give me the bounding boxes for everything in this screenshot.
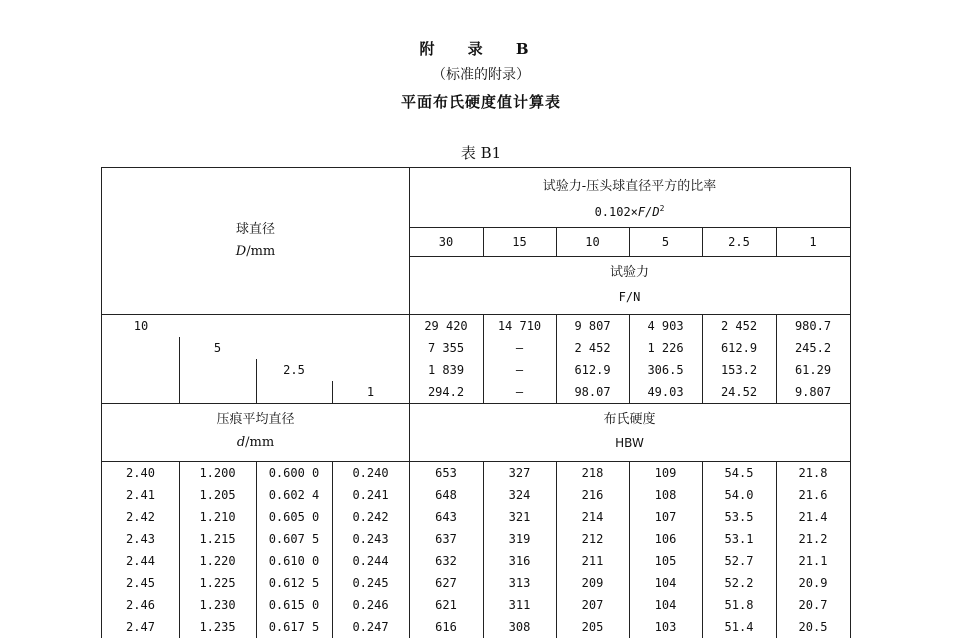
indent-diameter-cell: 0.247 xyxy=(352,620,389,634)
indent-diameter-cell: 0.605 0 xyxy=(268,510,320,524)
hardness-cell: 20.9 xyxy=(798,576,828,590)
ball-diameter-cell: 5 xyxy=(213,341,222,355)
ball-diameter-cell: 2.5 xyxy=(283,363,305,377)
ratio-value-cell: 30 xyxy=(438,235,454,249)
appendix-subtitle: （标准的附录） xyxy=(432,67,530,83)
hardness-cell: 211 xyxy=(581,554,604,568)
ball-diameter-cell: 1 xyxy=(366,385,375,399)
hardness-table xyxy=(101,167,851,638)
hardness-cell: 21.6 xyxy=(798,488,828,502)
indent-diameter-cell: 1.205 xyxy=(199,488,236,502)
indent-diameter-cell: 0.245 xyxy=(352,576,389,590)
force-cell: 61.29 xyxy=(794,363,832,377)
indent-diameter-cell: 0.600 0 xyxy=(268,466,320,480)
hardness-cell: 209 xyxy=(581,576,604,590)
indent-diameter-cell: 1.220 xyxy=(199,554,236,568)
appendix-heading: 平面布氏硬度值计算表 xyxy=(400,93,561,111)
ball-diameter-cell: 10 xyxy=(133,319,149,333)
hardness-cell: 54.0 xyxy=(724,488,754,502)
force-cell: 1 839 xyxy=(427,363,465,377)
hardness-cell: 21.2 xyxy=(798,532,828,546)
indent-diameter-cell: 1.215 xyxy=(199,532,236,546)
hardness-cell: 212 xyxy=(581,532,604,546)
hardness-cell: 52.2 xyxy=(724,576,754,590)
ball-diameter-label: 球直径 xyxy=(235,222,275,237)
hardness-label: 布氏硬度 xyxy=(603,412,656,427)
indent-diameter-cell: 0.607 5 xyxy=(268,532,320,546)
hardness-cell: 105 xyxy=(654,554,677,568)
table-caption: 表 B1 xyxy=(460,144,502,162)
ball-diameter-unit: D/mm xyxy=(235,244,276,259)
hardness-cell: 216 xyxy=(581,488,604,502)
ratio-formula: $0.102\times F/D^2$ xyxy=(594,204,665,219)
hardness-cell: 51.8 xyxy=(724,598,754,612)
force-cell: — xyxy=(515,363,524,377)
hardness-cell: 321 xyxy=(508,510,531,524)
hardness-cell: 104 xyxy=(654,598,677,612)
indent-label: 压痕平均直径 xyxy=(216,412,295,427)
indent-unit: d/mm xyxy=(236,435,275,450)
indent-diameter-cell: 0.241 xyxy=(352,488,389,502)
hardness-cell: 648 xyxy=(435,488,457,502)
indent-diameter-cell: 2.43 xyxy=(126,532,155,546)
hardness-cell: 653 xyxy=(435,466,457,480)
indent-diameter-cell: 2.45 xyxy=(126,576,155,590)
hardness-cell: 205 xyxy=(581,620,604,634)
indent-diameter-cell: 2.44 xyxy=(126,554,155,568)
hardness-cell: 108 xyxy=(654,488,677,502)
hardness-cell: 308 xyxy=(508,620,531,634)
indent-diameter-cell: 2.40 xyxy=(126,466,155,480)
force-cell: 294.2 xyxy=(427,385,465,399)
ratio-value-cell: 10 xyxy=(585,235,600,249)
ratio-value-cell: 5 xyxy=(661,235,670,249)
hardness-cell: 21.1 xyxy=(798,554,828,568)
ratio-value-cell: 15 xyxy=(512,235,527,249)
hardness-cell: 637 xyxy=(435,532,457,546)
indent-diameter-cell: 0.612 5 xyxy=(268,576,320,590)
force-label: 试验力 xyxy=(609,265,649,280)
hardness-cell: 643 xyxy=(435,510,457,524)
force-cell: 7 355 xyxy=(427,341,465,355)
appendix-title: 附 录 B xyxy=(419,40,543,58)
hardness-cell: 53.5 xyxy=(724,510,754,524)
indent-diameter-cell: 1.235 xyxy=(199,620,236,634)
hardness-cell: 20.5 xyxy=(798,620,828,634)
hardness-cell: 313 xyxy=(508,576,531,590)
force-cell: 29 420 xyxy=(424,319,468,333)
hardness-cell: 109 xyxy=(654,466,677,480)
hardness-cell: 51.4 xyxy=(724,620,754,634)
ratio-label: 试验力-压头球直径平方的比率 xyxy=(542,179,717,194)
force-cell: 2 452 xyxy=(574,341,611,355)
ratio-value-cell: 2.5 xyxy=(728,235,750,249)
force-cell: 4 903 xyxy=(647,319,684,333)
force-cell: 14 710 xyxy=(497,319,542,333)
force-cell: 9.807 xyxy=(794,385,832,399)
hardness-cell: 53.1 xyxy=(724,532,754,546)
indent-diameter-cell: 2.47 xyxy=(126,620,155,634)
indent-diameter-cell: 1.225 xyxy=(199,576,236,590)
indent-diameter-cell: 0.242 xyxy=(352,510,389,524)
indent-diameter-cell: 1.230 xyxy=(199,598,236,612)
force-cell: 24.52 xyxy=(720,385,758,399)
force-cell: 245.2 xyxy=(794,341,832,355)
hardness-cell: 20.7 xyxy=(798,598,828,612)
indent-diameter-cell: 1.200 xyxy=(199,466,236,480)
hardness-cell: 104 xyxy=(654,576,677,590)
indent-diameter-cell: 0.602 4 xyxy=(268,488,320,502)
row-rule xyxy=(102,403,850,404)
force-unit: F/N xyxy=(618,290,641,304)
force-cell: 1 226 xyxy=(647,341,684,355)
row-rule xyxy=(409,256,850,257)
force-cell: 980.7 xyxy=(794,319,832,333)
force-cell: 153.2 xyxy=(720,363,758,377)
indent-diameter-cell: 2.42 xyxy=(126,510,155,524)
force-cell: 612.9 xyxy=(574,363,611,377)
hardness-cell: 21.4 xyxy=(798,510,828,524)
force-cell: 9 807 xyxy=(574,319,611,333)
indent-diameter-cell: 0.246 xyxy=(352,598,389,612)
indent-diameter-cell: 0.244 xyxy=(352,554,389,568)
indent-diameter-cell: 0.610 0 xyxy=(268,554,320,568)
hardness-cell: 311 xyxy=(508,598,531,612)
force-cell: 612.9 xyxy=(720,341,758,355)
hardness-cell: 106 xyxy=(654,532,677,546)
force-cell: 2 452 xyxy=(720,319,758,333)
hardness-cell: 324 xyxy=(508,488,531,502)
ratio-value-cell: 1 xyxy=(809,235,817,249)
hardness-cell: 207 xyxy=(581,598,604,612)
indent-diameter-cell: 2.46 xyxy=(126,598,155,612)
hardness-cell: 52.7 xyxy=(724,554,754,568)
hardness-cell: 327 xyxy=(508,466,531,480)
hardness-cell: 616 xyxy=(435,620,457,634)
hardness-cell: 218 xyxy=(581,466,604,480)
indent-diameter-cell: 0.240 xyxy=(352,466,389,480)
force-cell: — xyxy=(515,385,524,399)
hardness-cell: 54.5 xyxy=(724,466,754,480)
hardness-cell: 632 xyxy=(435,554,457,568)
force-cell: — xyxy=(515,341,524,355)
hardness-cell: 21.8 xyxy=(798,466,828,480)
hardness-cell: 214 xyxy=(581,510,604,524)
force-cell: 98.07 xyxy=(574,385,611,399)
hardness-cell: 627 xyxy=(435,576,457,590)
hardness-cell: 103 xyxy=(654,620,677,634)
hardness-cell: 319 xyxy=(508,532,531,546)
hardness-cell: 107 xyxy=(654,510,677,524)
indent-diameter-cell: 2.41 xyxy=(126,488,155,502)
force-cell: 49.03 xyxy=(647,385,684,399)
indent-diameter-cell: 0.243 xyxy=(352,532,389,546)
indent-diameter-cell: 1.210 xyxy=(199,510,236,524)
indent-diameter-cell: 0.615 0 xyxy=(268,598,320,612)
hardness-cell: 316 xyxy=(508,554,531,568)
indent-diameter-cell: 0.617 5 xyxy=(268,620,320,634)
force-cell: 306.5 xyxy=(647,363,684,377)
hardness-cell: 621 xyxy=(435,598,457,612)
hardness-unit: HBW xyxy=(615,436,644,450)
